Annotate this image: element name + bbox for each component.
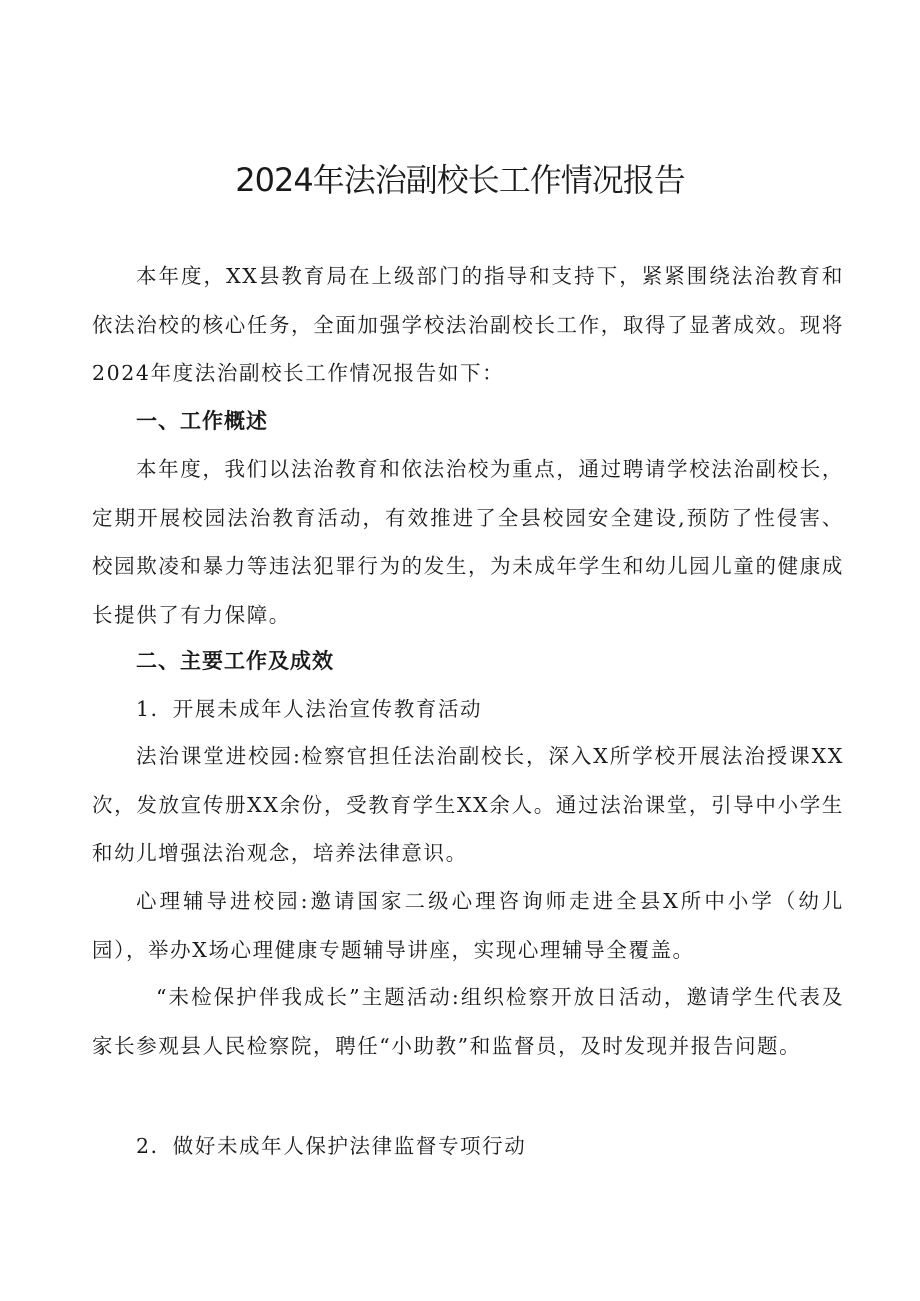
section-1-paragraph: 本年度，我们以法治教育和依法治校为重点，通过聘请学校法治副校长，定期开展校园法治教育活动，有效推进了全县校园安全建设,预防了性侵害、校园欺凌和暴力等违法犯罪行为的发生，为未成年学生和幼儿园儿童的健康成长提供了有力保障。 bbox=[92, 457, 844, 627]
item-2-title: 2．做好未成年人保护法律监督专项行动 bbox=[136, 1134, 527, 1158]
item-1-paragraph-open-day: “未检保护伴我成长”主题活动:组织检察开放日活动，邀请学生代表及家长参观县人民检察院，聘任“小助教”和监督员，及时发现并报告问题。 bbox=[92, 985, 844, 1058]
document-title: 2024年法治副校长工作情况报告 bbox=[235, 161, 685, 199]
item-1-paragraph-law-class: 法治课堂进校园:检察官担任法治副校长，深入X所学校开展法治授课XX次，发放宣传册XX余份，受教育学生XX余人。通过法治课堂，引导中小学生和幼儿增强法治观念，培养法律意识。 bbox=[92, 744, 844, 865]
intro-paragraph: 本年度，XX县教育局在上级部门的指导和支持下，紧紧围绕法治教育和依法治校的核心任务，全面加强学校法治副校长工作，取得了显著成效。现将2024年度法治副校长工作情况报告如下： bbox=[92, 264, 844, 385]
section-1-heading: 一、工作概述 bbox=[136, 409, 268, 433]
item-1-title: 1．开展未成年人法治宣传教育活动 bbox=[136, 697, 483, 721]
item-1-paragraph-counseling: 心理辅导进校园:邀请国家二级心理咨询师走进全县X所中小学（幼儿园），举办X场心理健康专题辅导讲座，实现心理辅导全覆盖。 bbox=[92, 889, 844, 962]
section-2-heading: 二、主要工作及成效 bbox=[136, 649, 334, 673]
